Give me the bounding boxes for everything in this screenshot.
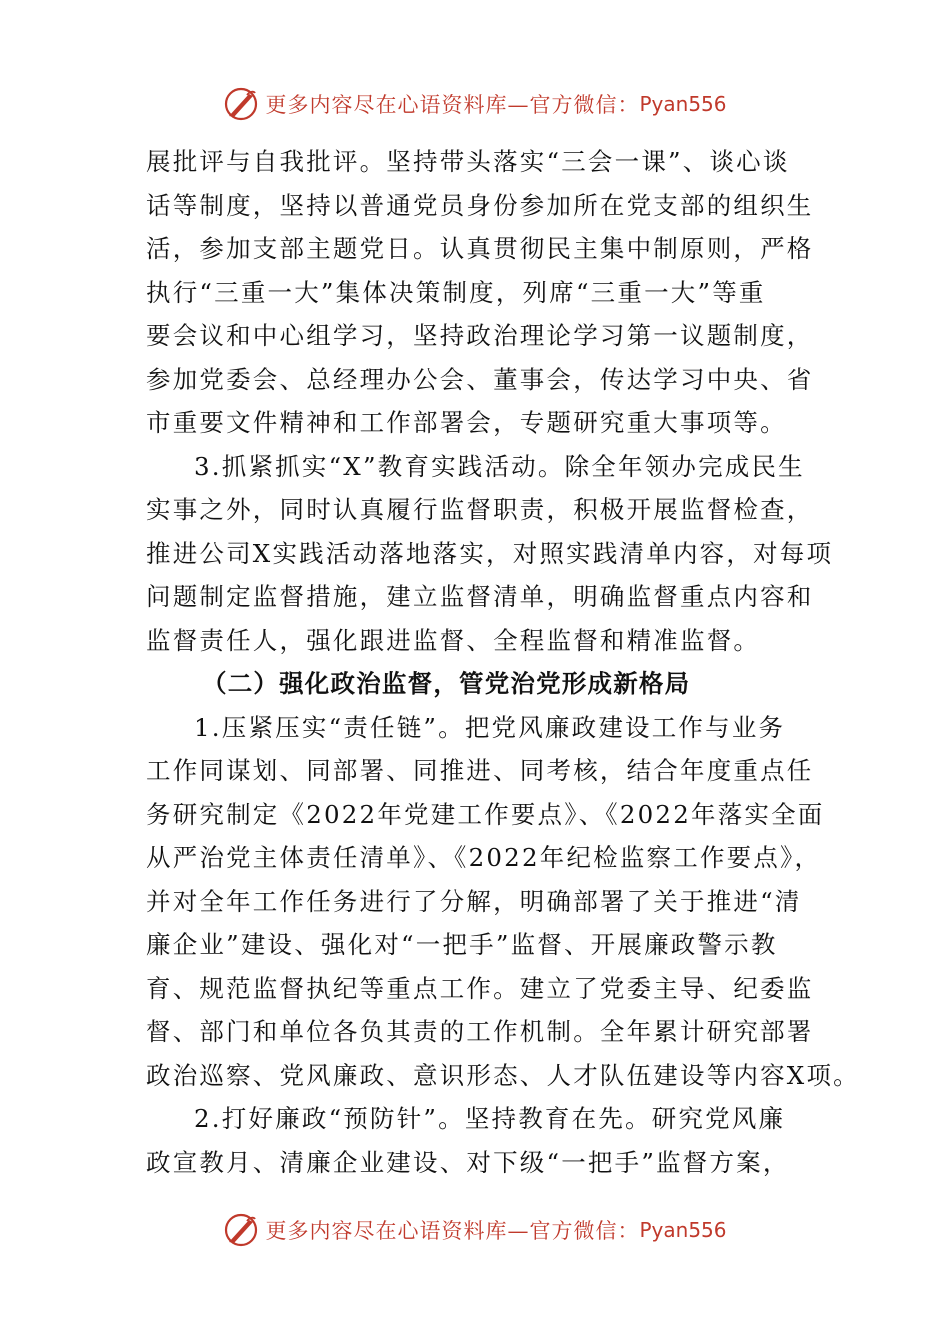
text-line: 问题制定监督措施，建立监督清单，明确监督重点内容和 [146, 582, 814, 611]
text-line: 话等制度，坚持以普通党员身份参加所在党支部的组织生 [146, 190, 814, 220]
text-line: 监督责任人，强化跟进监督、全程监督和精准监督。 [146, 625, 761, 655]
text-line: 育、规范监督执纪等重点工作。建立了党委主导、纪委监 [146, 973, 814, 1003]
text-line: 工作同谋划、同部署、同推进、同考核，结合年度重点任 [146, 756, 814, 785]
section-heading: （二）强化政治监督，管党治党形成新格局 [202, 669, 691, 698]
text-line: 推进公司X实践活动落地落实，对照实践清单内容，对每项 [146, 538, 834, 568]
text-line: 市重要文件精神和工作部署会，专题研究重大事项等。 [146, 408, 787, 437]
pen-quill-logo-icon [223, 86, 259, 122]
watermark-wechat-id: Pyan556 [639, 1218, 727, 1242]
document-body [146, 140, 860, 1184]
watermark-text: 更多内容尽在心语资料库—官方微信： [265, 93, 640, 117]
text-line: 并对全年工作任务进行了分解，明确部署了关于推进“清 [146, 886, 802, 916]
text-line: 廉企业”建设、强化对“一把手”监督、开展廉政警示教 [146, 930, 778, 959]
paragraph-start-line: 3.抓紧抓实“X”教育实践活动。除全年领办完成民生 [194, 451, 805, 481]
watermark-banner-bottom [0, 1210, 950, 1250]
pen-quill-logo-icon [223, 1212, 259, 1248]
text-line: 政治巡察、党风廉政、意识形态、人才队伍建设等内容X项。 [146, 1060, 860, 1090]
text-line: 展批评与自我批评。坚持带头落实“三会一课”、谈心谈 [146, 147, 790, 176]
paragraph-start-line: 2.打好廉政“预防针”。坚持教育在先。研究党风廉 [194, 1104, 786, 1133]
text-line: 督、部门和单位各负其责的工作机制。全年累计研究部署 [146, 1017, 814, 1046]
watermark-wechat-id: Pyan556 [639, 92, 727, 116]
text-line: 参加党委会、总经理办公会、董事会，传达学习中央、省 [146, 364, 814, 394]
text-line: 从严治党主体责任清单》、《2022年纪检监察工作要点》， [146, 843, 822, 872]
watermark-banner-top [0, 84, 950, 124]
text-line: 务研究制定《2022年党建工作要点》、《2022年落实全面 [146, 799, 825, 829]
text-line: 活，参加支部主题党日。认真贯彻民主集中制原则，严格 [146, 234, 814, 263]
text-line: 要会议和中心组学习，坚持政治理论学习第一议题制度， [146, 321, 814, 350]
text-line: 实事之外，同时认真履行监督职责，积极开展监督检查， [146, 495, 814, 524]
watermark-text: 更多内容尽在心语资料库—官方微信： [265, 1219, 640, 1243]
paragraph-start-line: 1.压紧压实“责任链”。把党风廉政建设工作与业务 [194, 712, 786, 742]
text-line: 执行“三重一大”集体决策制度，列席“三重一大”等重 [146, 277, 766, 307]
text-line: 政宣教月、清廉企业建设、对下级“一把手”监督方案， [146, 1147, 790, 1177]
